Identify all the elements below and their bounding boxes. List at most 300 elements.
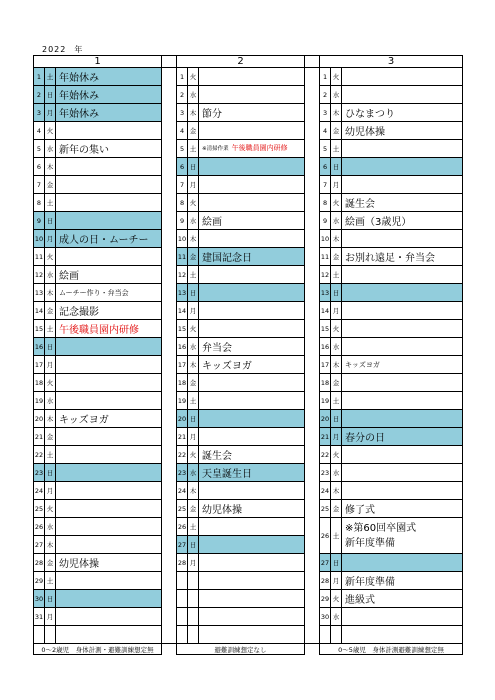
event-cell bbox=[199, 176, 305, 194]
weekday: 木 bbox=[188, 230, 199, 248]
day-number: 2 bbox=[177, 86, 188, 104]
event-cell bbox=[56, 626, 162, 644]
column-gap bbox=[305, 536, 320, 554]
weekday: 土 bbox=[188, 140, 199, 158]
column-gap bbox=[305, 140, 320, 158]
column-gap bbox=[162, 320, 177, 338]
day-number: 25 bbox=[320, 500, 331, 518]
column-gap bbox=[162, 608, 177, 626]
column-gap bbox=[162, 572, 177, 590]
column-gap bbox=[305, 284, 320, 302]
weekday: 日 bbox=[45, 338, 56, 356]
event-cell bbox=[199, 572, 305, 590]
event-cell bbox=[199, 428, 305, 446]
day-number: 25 bbox=[34, 500, 45, 518]
day-number: 16 bbox=[177, 338, 188, 356]
column-gap bbox=[162, 428, 177, 446]
weekday: 火 bbox=[331, 446, 342, 464]
day-number: 14 bbox=[177, 302, 188, 320]
column-gap bbox=[305, 230, 320, 248]
event-cell bbox=[199, 302, 305, 320]
weekday: 木 bbox=[188, 356, 199, 374]
day-number: 16 bbox=[320, 338, 331, 356]
day-number: 11 bbox=[34, 248, 45, 266]
event-cell bbox=[342, 284, 463, 302]
day-number: 28 bbox=[34, 554, 45, 572]
weekday: 金 bbox=[45, 428, 56, 446]
day-number: 2 bbox=[34, 86, 45, 104]
column-gap bbox=[305, 410, 320, 428]
weekday: 水 bbox=[331, 86, 342, 104]
weekday: 日 bbox=[45, 590, 56, 608]
event-cell bbox=[199, 68, 305, 86]
event-cell bbox=[56, 122, 162, 140]
cleaning-note: ※清掃作業 bbox=[202, 146, 229, 152]
column-gap bbox=[305, 68, 320, 86]
column-gap bbox=[162, 284, 177, 302]
weekday: 木 bbox=[45, 158, 56, 176]
event-cell: 幼児体操 bbox=[342, 122, 463, 140]
day-number: 24 bbox=[177, 482, 188, 500]
column-gap bbox=[305, 194, 320, 212]
column-gap bbox=[305, 572, 320, 590]
weekday: 火 bbox=[188, 68, 199, 86]
event-cell bbox=[56, 158, 162, 176]
event-cell: 誕生会 bbox=[342, 194, 463, 212]
event-cell: 修了式 bbox=[342, 500, 463, 518]
column-gap bbox=[305, 86, 320, 104]
day-number: 13 bbox=[320, 284, 331, 302]
footer-note-1: 0～2歳児 身体計測・避難訓練想定無 bbox=[34, 644, 162, 655]
column-gap bbox=[162, 230, 177, 248]
weekday: 水 bbox=[331, 608, 342, 626]
day-number: 2 bbox=[320, 86, 331, 104]
day-number: 30 bbox=[34, 590, 45, 608]
weekday: 金 bbox=[45, 554, 56, 572]
day-number: 15 bbox=[177, 320, 188, 338]
event-cell bbox=[199, 590, 305, 608]
event-cell bbox=[342, 86, 463, 104]
event-cell bbox=[56, 590, 162, 608]
event-cell bbox=[342, 518, 463, 554]
weekday: 金 bbox=[188, 122, 199, 140]
event-cell: 絵画（3歳児） bbox=[342, 212, 463, 230]
event-cell: キッズヨガ bbox=[199, 356, 305, 374]
event-cell bbox=[342, 554, 463, 572]
day-number: 19 bbox=[177, 392, 188, 410]
column-gap bbox=[305, 464, 320, 482]
column-gap bbox=[305, 392, 320, 410]
column-gap bbox=[162, 626, 177, 644]
weekday: 火 bbox=[45, 122, 56, 140]
weekday: 日 bbox=[188, 410, 199, 428]
weekday: 月 bbox=[331, 176, 342, 194]
weekday: 土 bbox=[188, 392, 199, 410]
event-cell bbox=[342, 266, 463, 284]
event-cell bbox=[342, 320, 463, 338]
column-gap bbox=[162, 176, 177, 194]
event-cell bbox=[342, 446, 463, 464]
weekday: 金 bbox=[45, 176, 56, 194]
column-gap bbox=[305, 500, 320, 518]
event-cell: 絵画 bbox=[56, 266, 162, 284]
weekday: 月 bbox=[45, 608, 56, 626]
day-number: 15 bbox=[320, 320, 331, 338]
day-number: 5 bbox=[320, 140, 331, 158]
event-cell bbox=[199, 320, 305, 338]
day-number: 11 bbox=[320, 248, 331, 266]
spacer bbox=[305, 644, 320, 655]
event-cell bbox=[56, 446, 162, 464]
day-number: 6 bbox=[34, 158, 45, 176]
event-cell: 天皇誕生日 bbox=[199, 464, 305, 482]
footer-note-3: 0～5歳児 身体計測避難訓練想定無 bbox=[320, 644, 463, 655]
weekday: 水 bbox=[188, 212, 199, 230]
column-gap bbox=[162, 554, 177, 572]
day-number: 10 bbox=[320, 230, 331, 248]
event-cell bbox=[199, 536, 305, 554]
weekday bbox=[188, 608, 199, 626]
day-number bbox=[34, 626, 45, 644]
column-gap bbox=[162, 374, 177, 392]
event-cell bbox=[342, 626, 463, 644]
day-number: 24 bbox=[34, 482, 45, 500]
event-cell bbox=[199, 374, 305, 392]
spacer bbox=[305, 56, 320, 68]
event-cell bbox=[56, 392, 162, 410]
weekday: 土 bbox=[188, 518, 199, 536]
weekday: 日 bbox=[45, 86, 56, 104]
day-number: 3 bbox=[177, 104, 188, 122]
month-header-1: 1 bbox=[34, 56, 162, 68]
year-label bbox=[42, 44, 83, 55]
event-cell bbox=[199, 608, 305, 626]
day-number: 9 bbox=[177, 212, 188, 230]
event-cell bbox=[342, 230, 463, 248]
weekday: 金 bbox=[331, 374, 342, 392]
weekday: 火 bbox=[188, 446, 199, 464]
event-cell: 午後職員園内研修 bbox=[56, 320, 162, 338]
day-number: 23 bbox=[34, 464, 45, 482]
event-cell bbox=[199, 86, 305, 104]
event-cell bbox=[56, 572, 162, 590]
day-number: 25 bbox=[177, 500, 188, 518]
day-number: 11 bbox=[177, 248, 188, 266]
weekday: 土 bbox=[45, 194, 56, 212]
event-line: 新年度準備 bbox=[345, 537, 396, 549]
day-number: 16 bbox=[34, 338, 45, 356]
day-number: 5 bbox=[177, 140, 188, 158]
event-cell: 年始休み bbox=[56, 68, 162, 86]
weekday: 火 bbox=[331, 320, 342, 338]
event-cell bbox=[56, 356, 162, 374]
weekday: 水 bbox=[45, 266, 56, 284]
weekday: 月 bbox=[188, 176, 199, 194]
event-cell bbox=[56, 536, 162, 554]
column-gap bbox=[305, 104, 320, 122]
event-cell bbox=[56, 518, 162, 536]
event-cell bbox=[199, 230, 305, 248]
event-cell bbox=[342, 410, 463, 428]
event-cell bbox=[199, 410, 305, 428]
column-gap bbox=[305, 248, 320, 266]
year-value: 2022 bbox=[42, 45, 67, 54]
column-gap bbox=[305, 338, 320, 356]
weekday: 月 bbox=[188, 554, 199, 572]
column-gap bbox=[162, 86, 177, 104]
weekday bbox=[188, 590, 199, 608]
column-gap bbox=[305, 212, 320, 230]
day-number: 4 bbox=[34, 122, 45, 140]
event-line: ※第60回卒園式 bbox=[345, 522, 417, 534]
weekday: 水 bbox=[188, 338, 199, 356]
day-number: 20 bbox=[34, 410, 45, 428]
event-cell: 春分の日 bbox=[342, 428, 463, 446]
day-number: 18 bbox=[320, 374, 331, 392]
weekday: 水 bbox=[45, 140, 56, 158]
weekday: 月 bbox=[45, 356, 56, 374]
weekday: 土 bbox=[331, 518, 342, 554]
event-cell bbox=[56, 482, 162, 500]
event-cell: 節分 bbox=[199, 104, 305, 122]
event-cell: 成人の日・ムーチー bbox=[56, 230, 162, 248]
column-gap bbox=[305, 176, 320, 194]
column-gap bbox=[305, 626, 320, 644]
weekday: 土 bbox=[45, 572, 56, 590]
day-number: 3 bbox=[320, 104, 331, 122]
event-cell bbox=[199, 140, 305, 158]
day-number: 6 bbox=[177, 158, 188, 176]
day-number: 21 bbox=[177, 428, 188, 446]
event-cell bbox=[56, 608, 162, 626]
day-number: 7 bbox=[177, 176, 188, 194]
event-cell: キッズヨガ bbox=[342, 356, 463, 374]
column-gap bbox=[162, 140, 177, 158]
weekday: 火 bbox=[188, 194, 199, 212]
day-number bbox=[177, 626, 188, 644]
day-number: 15 bbox=[34, 320, 45, 338]
column-gap bbox=[162, 302, 177, 320]
weekday: 日 bbox=[331, 554, 342, 572]
weekday: 日 bbox=[188, 536, 199, 554]
weekday: 土 bbox=[188, 266, 199, 284]
event-cell bbox=[342, 158, 463, 176]
weekday: 月 bbox=[45, 104, 56, 122]
weekday: 火 bbox=[188, 320, 199, 338]
day-number: 21 bbox=[320, 428, 331, 446]
column-gap bbox=[305, 320, 320, 338]
event-cell: ひなまつり bbox=[342, 104, 463, 122]
column-gap bbox=[162, 392, 177, 410]
weekday: 火 bbox=[45, 248, 56, 266]
weekday: 土 bbox=[331, 266, 342, 284]
day-number: 26 bbox=[177, 518, 188, 536]
event-cell bbox=[342, 302, 463, 320]
event-cell bbox=[56, 248, 162, 266]
weekday: 日 bbox=[331, 410, 342, 428]
column-gap bbox=[162, 518, 177, 536]
weekday: 木 bbox=[331, 482, 342, 500]
event-cell bbox=[342, 374, 463, 392]
day-number: 12 bbox=[177, 266, 188, 284]
event-cell bbox=[342, 482, 463, 500]
column-gap bbox=[305, 608, 320, 626]
day-number bbox=[177, 608, 188, 626]
weekday: 金 bbox=[45, 302, 56, 320]
column-gap bbox=[162, 122, 177, 140]
day-number: 26 bbox=[320, 518, 331, 554]
day-number: 1 bbox=[34, 68, 45, 86]
day-number: 9 bbox=[320, 212, 331, 230]
event-cell: 年始休み bbox=[56, 86, 162, 104]
day-number: 18 bbox=[177, 374, 188, 392]
event-cell bbox=[342, 608, 463, 626]
column-gap bbox=[305, 302, 320, 320]
weekday: 土 bbox=[45, 320, 56, 338]
column-gap bbox=[305, 590, 320, 608]
weekday: 日 bbox=[331, 158, 342, 176]
weekday: 金 bbox=[331, 122, 342, 140]
event-cell bbox=[199, 482, 305, 500]
day-number: 22 bbox=[177, 446, 188, 464]
column-gap bbox=[162, 338, 177, 356]
column-gap bbox=[305, 158, 320, 176]
calendar-table bbox=[33, 55, 463, 655]
weekday: 水 bbox=[188, 86, 199, 104]
event-cell bbox=[342, 68, 463, 86]
weekday: 木 bbox=[331, 230, 342, 248]
column-gap bbox=[162, 590, 177, 608]
event-cell bbox=[199, 158, 305, 176]
event-cell bbox=[199, 266, 305, 284]
event-cell bbox=[199, 122, 305, 140]
column-gap bbox=[305, 482, 320, 500]
day-number: 7 bbox=[34, 176, 45, 194]
day-number: 31 bbox=[34, 608, 45, 626]
day-number: 14 bbox=[320, 302, 331, 320]
column-gap bbox=[162, 104, 177, 122]
day-number: 28 bbox=[177, 554, 188, 572]
weekday: 火 bbox=[45, 374, 56, 392]
weekday: 木 bbox=[45, 284, 56, 302]
day-number: 29 bbox=[320, 590, 331, 608]
weekday: 日 bbox=[45, 464, 56, 482]
training-note: 午後職員園内研修 bbox=[231, 144, 288, 152]
day-number: 9 bbox=[34, 212, 45, 230]
column-gap bbox=[305, 518, 320, 536]
day-number: 8 bbox=[320, 194, 331, 212]
column-gap bbox=[162, 248, 177, 266]
weekday: 木 bbox=[331, 356, 342, 374]
column-gap bbox=[162, 356, 177, 374]
weekday: 火 bbox=[331, 590, 342, 608]
weekday: 火 bbox=[331, 68, 342, 86]
day-number: 8 bbox=[177, 194, 188, 212]
event-cell bbox=[199, 194, 305, 212]
weekday: 水 bbox=[188, 464, 199, 482]
day-number: 18 bbox=[34, 374, 45, 392]
day-number: 19 bbox=[34, 392, 45, 410]
day-number bbox=[177, 590, 188, 608]
column-gap bbox=[162, 68, 177, 86]
event-cell bbox=[199, 626, 305, 644]
day-number: 20 bbox=[177, 410, 188, 428]
weekday: 金 bbox=[331, 500, 342, 518]
event-cell bbox=[342, 176, 463, 194]
event-cell bbox=[342, 140, 463, 158]
day-number: 14 bbox=[34, 302, 45, 320]
weekday: 木 bbox=[188, 482, 199, 500]
day-number: 21 bbox=[34, 428, 45, 446]
column-gap bbox=[162, 194, 177, 212]
column-gap bbox=[162, 266, 177, 284]
weekday: 月 bbox=[331, 572, 342, 590]
weekday: 日 bbox=[188, 158, 199, 176]
weekday: 土 bbox=[331, 392, 342, 410]
day-number: 4 bbox=[177, 122, 188, 140]
weekday bbox=[188, 626, 199, 644]
day-number: 8 bbox=[34, 194, 45, 212]
event-cell bbox=[342, 392, 463, 410]
event-cell: 弁当会 bbox=[199, 338, 305, 356]
weekday: 日 bbox=[45, 212, 56, 230]
day-number: 4 bbox=[320, 122, 331, 140]
day-number: 24 bbox=[320, 482, 331, 500]
month-header-3: 3 bbox=[320, 56, 463, 68]
day-number: 27 bbox=[320, 554, 331, 572]
weekday: 月 bbox=[188, 428, 199, 446]
day-number: 20 bbox=[320, 410, 331, 428]
event-cell bbox=[199, 518, 305, 536]
day-number: 12 bbox=[320, 266, 331, 284]
event-cell bbox=[56, 212, 162, 230]
day-number: 7 bbox=[320, 176, 331, 194]
event-cell bbox=[56, 464, 162, 482]
day-number: 30 bbox=[320, 608, 331, 626]
event-cell: 誕生会 bbox=[199, 446, 305, 464]
weekday bbox=[331, 626, 342, 644]
day-number: 10 bbox=[177, 230, 188, 248]
column-gap bbox=[305, 374, 320, 392]
weekday: 水 bbox=[45, 518, 56, 536]
weekday: 火 bbox=[331, 194, 342, 212]
day-number: 23 bbox=[320, 464, 331, 482]
weekday: 木 bbox=[45, 536, 56, 554]
event-cell bbox=[342, 338, 463, 356]
day-number bbox=[177, 572, 188, 590]
column-gap bbox=[162, 212, 177, 230]
weekday bbox=[188, 572, 199, 590]
weekday: 金 bbox=[188, 374, 199, 392]
event-cell bbox=[199, 554, 305, 572]
event-cell bbox=[56, 500, 162, 518]
weekday: 水 bbox=[331, 464, 342, 482]
column-gap bbox=[162, 536, 177, 554]
event-cell: 年始休み bbox=[56, 104, 162, 122]
day-number: 17 bbox=[34, 356, 45, 374]
weekday: 水 bbox=[331, 212, 342, 230]
day-number: 19 bbox=[320, 392, 331, 410]
day-number: 6 bbox=[320, 158, 331, 176]
event-cell: 建国記念日 bbox=[199, 248, 305, 266]
event-cell bbox=[56, 176, 162, 194]
weekday: 月 bbox=[331, 302, 342, 320]
column-gap bbox=[162, 464, 177, 482]
column-gap bbox=[305, 428, 320, 446]
weekday: 日 bbox=[188, 284, 199, 302]
weekday: 月 bbox=[188, 302, 199, 320]
day-number: 22 bbox=[34, 446, 45, 464]
